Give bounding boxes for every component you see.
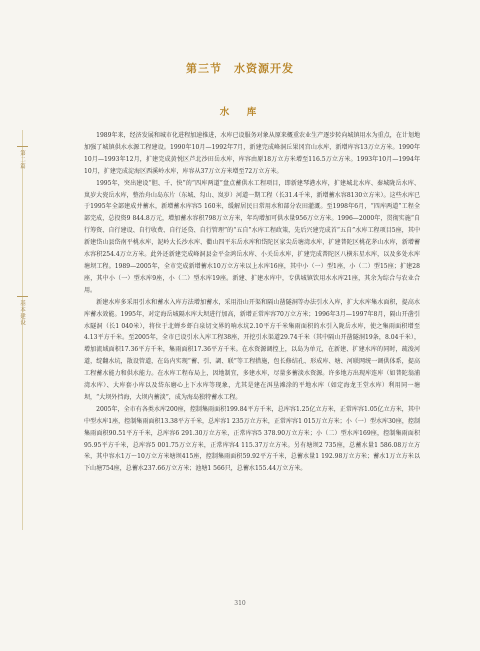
section-title: 第三节 水资源开发 [186,62,294,75]
body-text [84,130,420,475]
side-topic-label: 基本建设 [19,300,25,326]
subsection-title: 水 库 [219,107,261,118]
margin-rule [22,130,23,530]
page-number: 310 [234,600,246,607]
paragraph: 1995年，突出建设“胆、千、快”的“四库两道”盘点蓄供水工程项目，即新建琴港水库，扩建城北水库、秦城陇岳水库、岚岁大瓷岳水库，整治舟山岛东片（东城、勾山、岚岁）河道一期工程（长31.4千米，新增蓄水容8130立方米）。这些水库已于1995年全部建成并蓄水，新增蓄水库容5 160米，缓解居民日常用水和部分农田灌溉。至1998年6月，“四库两道”工程全部完成，总投资9 844.8万元，增加蓄水容积798万立方米，年均增加可供水量956万立方米。1996—2000年，贯彻实施“自行筹资、自行建设、自行收费、自行还贷、自行管理”的“五自”水库工程政策，先后兴建完成首“五自”水库工程项目5座，其中新建岱山县岱南平桃水库，泥岭大长沙水库、衢山四平东岳水库和岱陀区家尖岳塘湾水库，扩建普陀区桃花茅山水库，新增蓄水容积254.4万立方米。此外还新建完成峰洞县金平金鸿岳水库、小关岳水库，扩建完成普陀区八横东星水库，以及多处水库塘坝工程。1989—2005年，全市完成新增蓄水10万立方米以上水库16座，其中小（一）型1座，小（二）型15座；扩建28座，其中小（一）型水库9座，小（二）型水库19座。新建、扩建水库中，专供城镇饮用水水库21座，其余为综合与农业合用。 [84,179,420,294]
paragraph: 1989年来，经济发展和城市化进程加速推进，水库已设服务对象从原来概重农业生产逐步转向城镇用水为重点，在计划地加强了城镇供水水源工程建设。1990年10月—1992年7月，新建完成峰洞丘果冈宫山水库，新增库容13万立方米。1990年10月—1993年12月，扩建完成黄悦区芦北沙田岳水库，库容由原18万立方米增至116.5万立方米。1993年10月—1994年10月，扩建完成淀海区西溪岭水库，库容从37万立方米增至72万立方米。 [84,132,420,175]
margin-tick [17,146,28,147]
paragraph: 新建水库多采用引水和蓄水入库方法增加蓄水，采用沿山开渠和隔山凿隧洞等办法引水入库，扩大水库集水面积，提高水库蓄水效能。1995年，对定海岳城隔水库大坝进行加高，新增正常库容70万立方米；1996年3月—1997年8月，隔山开凿引水隧洞（长1 040米），将位于北蝉乡虾白泉切文界的响水坑2.10平方千米集雨面积的水引入陇岳水库，使之集雨面积增至4.13平方千米。至2005年，全市已设引水入库工程38座，开挖引水渠道29.74千米（其中隔山开凿隧洞19条，8.04千米），增加流域面积17.36平方千米，集雨面积17.36平方千米。在水资源调控上，以岛为单元，在新建、扩建水库的同时，疏浚河道，绽翻水坑，散设管道，在岛内实现“蓄、引、調、联”等工程措施，包长修结孔、形成库、塘、河联网统一调供体系，提高工程蓄水能力和供水能力。在水库工程布局上，因地制宜，多建水库，尽量多蓄淡水资源。许多地方出现库连库（如普陀翁浦湾水库）、大库套小库以及岱东磨心上下水库等现象，尤其是建在洱垦滩涂的平地水库（如定海龙王堂水库）利用同一塘坝，“大坝外挡海，大坝内蓄淡”，成为海岛独特蓄水工程。 [84,298,420,401]
side-chapter-label: 第二篇 [19,150,25,170]
paragraph: 2005年，全市有各类水库200座，控制集雨面积199.84平方千米，总库容1.25亿立方米，正常库容1.05亿立方米，其中中型水库1座，控制集雨面积13.38平方千米，总库容1 235万立方米，正常库容1 015万立方米；小（一）型水库30座，控制集雨面积90.51平方千米，总库容6 291.30万立方米，正常库容5 378.90万立方米；小（二）型水库169座，控制集雨面积95.95平方千米，总库容5 001.75万立方米，正常库容4 115.37万立方米。另有塘坝2 735座，总蓄水量1 586.08万立方米，其中容水1万～10万立方米塘坝415座，控制集雨面积59.92平方千米，总蓄水量1 192.98万立方米；蓄水1万立方米以下山塘754座，总蓄水237.66万立方米；池塘1 566只，总蓄水155.44万立方米。 [84,405,420,473]
margin-tick [17,296,28,297]
